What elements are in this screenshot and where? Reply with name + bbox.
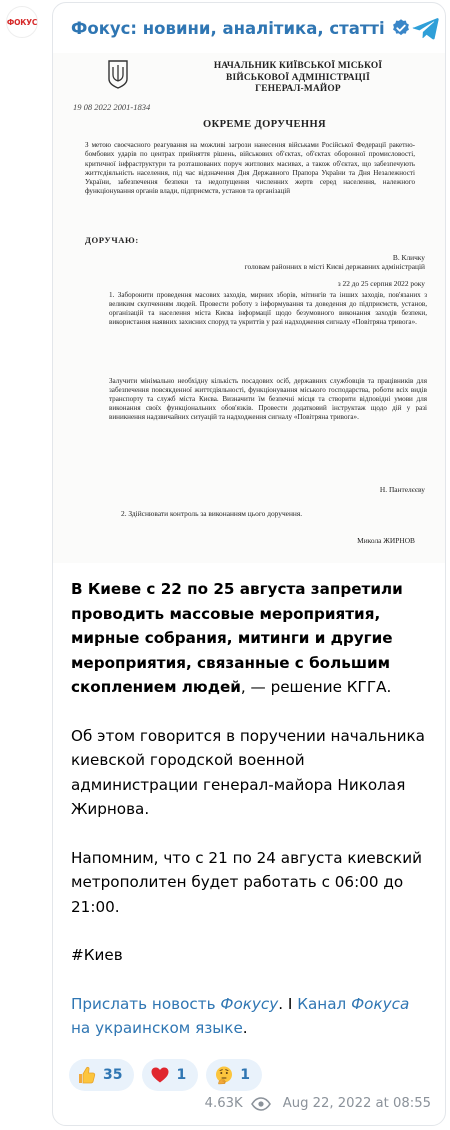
send-news-link-text: Прислать новость	[71, 994, 221, 1013]
message-links	[71, 992, 429, 1041]
message-headline-rest: , — решение КГГА.	[240, 678, 392, 696]
document-header	[173, 61, 423, 96]
document-recipient	[203, 253, 425, 272]
eye-icon	[251, 1097, 271, 1111]
reaction-heart[interactable]	[142, 1059, 198, 1091]
document-scan[interactable]	[53, 53, 445, 563]
document-intro: З метою своєчасного реагування на можливі загрози нанесення військами Російської Федерації ракетно-бомбових ударів по центрах прийняття рішень, військових об'єктах, об'єктах оборонної промисловості, критичної інфраструктури та розташованих поруч житлових масивах, а також об'єктах, що забезпечують життєдіяльність населення, під час відзначення Дня Державного Прапора України та Дня Незалежності України, забезпечення безпеки та недопущення численних жертв серед населення, належного функціонування органів влади, підприємств, установ та організацій	[85, 141, 415, 196]
handwritten-registration: 19 08 2022 2001-1834	[73, 102, 151, 112]
reaction-thumbs-up[interactable]	[69, 1059, 134, 1091]
hashtag[interactable]: #Киев	[71, 946, 123, 964]
document-instruct: ДОРУЧАЮ:	[85, 235, 139, 245]
telegram-icon[interactable]	[411, 13, 441, 43]
recipient-position: головам районних в місті Києві державних адміністрацій	[244, 262, 425, 272]
document-signature-2: Микола ЖИРНОВ	[357, 536, 415, 545]
message-headline: В Киеве с 22 по 25 августа запретили проводить массовые мероприятия, мирные собрания, митинги и другие мероприятия, связанные с большим скоплением людей	[71, 580, 403, 696]
reaction-thinking[interactable]	[206, 1059, 262, 1091]
message-footer	[205, 1096, 431, 1111]
channel-header	[53, 3, 445, 53]
post-timestamp: Aug 22, 2022 at 08:55	[282, 1096, 431, 1111]
links-end: .	[242, 1019, 248, 1037]
reactions-bar	[53, 1059, 445, 1091]
links-separator: . I	[278, 994, 298, 1013]
send-news-link-italic: Фокусу	[220, 994, 279, 1013]
reaction-count: 35	[103, 1066, 123, 1083]
document-point-1: 1. Заборонити проведення масових заходів, мирних зборів, мітингів та інших заходів, пов'язаних з великим скупченням людей. Провести роботу з інформування та доведення до підприємств, установ, організацій та населення міста Києва інформації щодо безумовного виконання заходів безпеки, використання наявних захисних споруд та укриттів у разі надходження сигналу «Повітряна тривога».	[109, 291, 427, 327]
channel-link-text: Канал	[297, 994, 352, 1013]
avatar-text: ФОКУС	[6, 17, 38, 27]
channel-title[interactable]: Фокус: новини, аналітика, статті	[71, 18, 385, 38]
document-point-2: 2. Здійснювати контроль за виконанням цього доручення.	[121, 509, 303, 518]
document-signature-1: Н. Пантелєєву	[379, 485, 425, 494]
recipient-name: В. Кличку	[392, 253, 425, 262]
message-paragraph: Напомним, что с 21 по 24 августа киевский метрополитен будет работать с 06:00 до 21:00.	[71, 848, 422, 916]
document-header-line: ВІЙСЬКОВОЇ АДМІНІСТРАЦІЇ	[226, 72, 370, 83]
trident-crest-icon	[107, 59, 129, 89]
document-header-line: НАЧАЛЬНИК КИЇВСЬКОЇ МІСЬКОЇ	[213, 61, 383, 71]
channel-avatar[interactable]	[6, 6, 38, 38]
reaction-count: 1	[240, 1066, 250, 1083]
document-subtitle: ОКРЕМЕ ДОРУЧЕННЯ	[203, 119, 327, 130]
message-text	[53, 577, 445, 1041]
verified-badge-icon	[391, 18, 411, 38]
channel-link-italic: Фокуса	[351, 994, 410, 1013]
message-paragraph: Об этом говорится в поручении начальника киевской городской военной администрации генерал-майора Николая Жирнова.	[71, 726, 425, 818]
channel-link-rest: на украинском языке	[71, 1019, 243, 1037]
send-news-link[interactable]	[71, 995, 278, 1013]
reaction-count: 1	[176, 1066, 187, 1083]
document-header-line: ГЕНЕРАЛ-МАЙОР	[255, 84, 341, 94]
thinking-face-icon	[214, 1065, 234, 1085]
thumbs-up-icon	[77, 1065, 97, 1085]
message-paragraph	[71, 577, 429, 700]
views-count: 4.63K	[204, 1096, 243, 1111]
red-heart-icon	[150, 1065, 170, 1085]
document-period: з 22 до 25 серпня 2022 року	[337, 279, 425, 288]
message-card	[52, 2, 446, 1126]
document-point-1b: Залучити мінімально необхідну кількість посадових осіб, державних службовців та працівників для забезпечення повсякденної життєдіяльності, функціонування міського господарства, роботи всіх видів транспорту та служб міста Києва. Визначити їм безпечні місця та створити відповідні умови для виконання своїх функціональних обов'язків. Провести додатковий інструктаж щодо дій у разі виникнення надзвичайних ситуацій та надходження сигналу «Повітряна тривога».	[109, 377, 427, 422]
